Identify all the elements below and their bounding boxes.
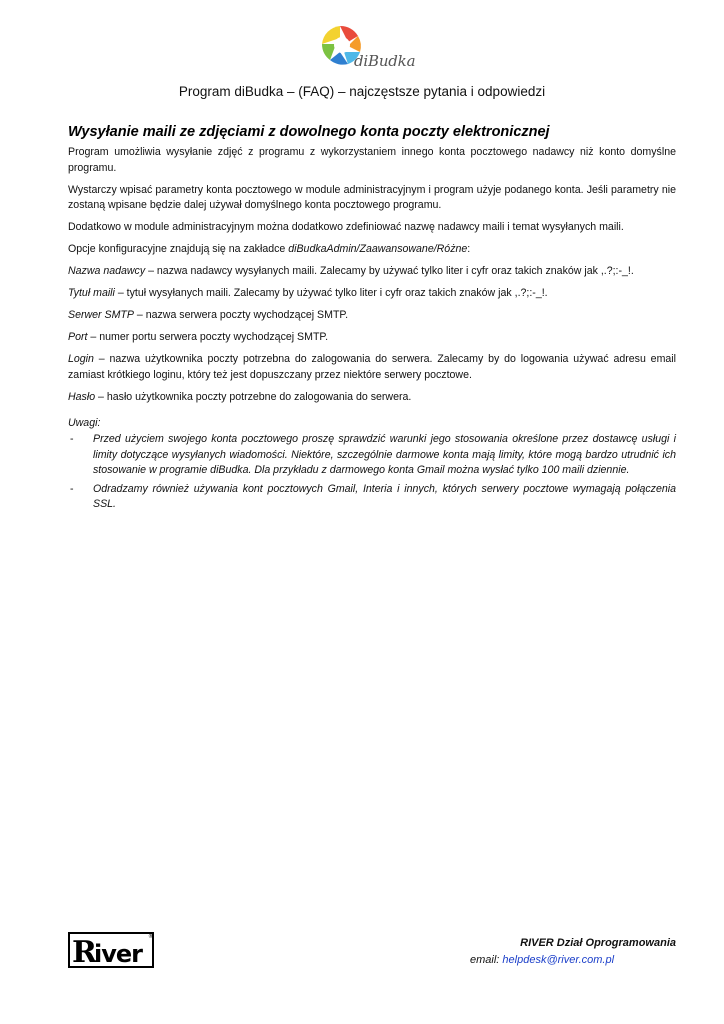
- options-prefix: Opcje konfiguracyjne znajdują się na zakładce: [68, 243, 289, 255]
- section-heading: Wysyłanie maili ze zdjęciami z dowolnego konta poczty elektronicznej: [68, 124, 550, 140]
- email-link[interactable]: helpdesk@river.com.pl: [502, 954, 615, 966]
- note-item: [68, 482, 676, 513]
- field-term: Serwer SMTP: [68, 309, 134, 321]
- field-term: Tytuł maili: [68, 287, 115, 299]
- paragraph-additional: Dodatkowo w module administracyjnym można dodatkowo zdefiniować nazwę nadawcy maili i temat wysyłanych maili.: [68, 221, 624, 233]
- field-sender-name: [68, 264, 676, 280]
- field-mail-title: [68, 286, 676, 302]
- field-term: Login: [68, 353, 94, 365]
- document-title: Program diBudka – (FAQ) – najczęstsze pytania i odpowiedzi: [178, 84, 546, 99]
- river-logo: [68, 930, 156, 968]
- field-term: Nazwa nadawcy: [68, 265, 146, 277]
- note-text: Przed użyciem swojego konta pocztowego proszę sprawdzić warunki jego stosowania określone przez dostawcę usługi i limity dotyczące wysyłanych wiadomości. Niektóre, szczególnie darmowe konta mają limity, które mogą bardzo utrudnić ich stosowanie w programie diBudka. Dla przykładu z darmowego konta Gmail można wysłać tylko 100 maili dziennie.: [93, 433, 676, 476]
- field-term: Port: [68, 331, 88, 343]
- options-path: diBudkaAdmin/Zaawansowane/Różne: [288, 243, 468, 255]
- list-dash: -: [70, 433, 74, 445]
- field-description: – nazwa nadawcy wysyłanych maili. Zalecamy by używać tylko liter i cyfr oraz takich znaków jak ,.?;:-_!.: [145, 265, 634, 277]
- field-login: [68, 352, 676, 383]
- list-dash: -: [70, 482, 74, 495]
- field-port: [68, 330, 676, 346]
- options-suffix: :: [467, 243, 471, 255]
- note-item: [68, 432, 676, 479]
- note-text: Odradzamy również używania kont pocztowych Gmail, Interia i innych, których serwery pocztowe wymagają połączenia SSL.: [93, 482, 676, 510]
- field-description: – nazwa użytkownika poczty potrzebna do zalogowania do serwera. Zalecamy by do logowania używać adresu email zamiast krótkiego loginu, który też jest dopuszczany przez niektóre serwery pocztowe.: [68, 353, 676, 381]
- footer-contact: [470, 935, 680, 969]
- field-description: – tytuł wysyłanych maili. Zalecamy by używać tylko liter i cyfr oraz takich znaków jak ,.?;:-_!.: [114, 287, 548, 299]
- field-smtp-server: [68, 308, 676, 324]
- field-description: – nazwa serwera poczty wychodzącej SMTP.: [133, 309, 349, 321]
- footer-email-line: [470, 952, 680, 969]
- field-term: Hasło: [68, 390, 96, 403]
- email-label: email:: [470, 954, 503, 966]
- logo-wordmark: diBudka: [354, 52, 416, 70]
- field-description: – hasło użytkownika poczty potrzebne do zalogowania do serwera.: [95, 390, 412, 403]
- notes-label: Uwagi:: [68, 417, 101, 429]
- paragraph-options-location: [68, 242, 676, 258]
- svg-text:iver: iver: [94, 940, 142, 968]
- footer-department: RIVER Dział Oprogramowania: [520, 937, 676, 949]
- paragraph-parameters: Wystarczy wpisać parametry konta pocztowego w module administracyjnym i program użyje podanego konta. Jeśli parametry nie zostaną wpisane będzie dalej używał domyślnego konta pocztowego programu.: [68, 183, 676, 211]
- svg-text:R: R: [72, 935, 97, 968]
- paragraph-intro: Program umożliwia wysyłanie zdjęć z programu z wykorzystaniem innego konta pocztowego nadawcy niż konto domyślne programu.: [68, 146, 676, 174]
- dibudka-logo: [318, 22, 416, 74]
- svg-text:®: ®: [148, 933, 154, 940]
- field-description: – numer portu serwera poczty wychodzącej SMTP.: [87, 331, 329, 343]
- field-password: [68, 390, 676, 406]
- document-body: [68, 124, 676, 516]
